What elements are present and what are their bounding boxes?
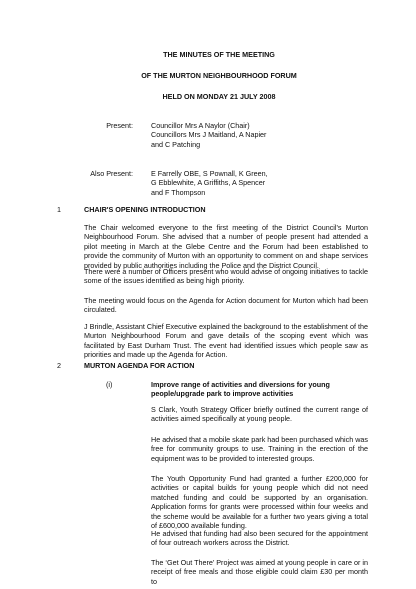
paragraph: The Chair welcomed everyone to the first meeting of the District Council's Murton Neighbourhood Forum. She advised that a number of people present had attended a pilot meeting in March at the Glebe Centre and the Forum had been established to provide the community of Murton with an opportunity to comment on and shape services provided by public authorities including the Police and the District Council. xyxy=(84,223,368,270)
paragraph: He advised that a mobile skate park had been purchased which was free for community groups to use. Training in the erection of the equipment was to be provided to interested groups. xyxy=(151,435,368,463)
paragraph: There were a number of Officers present who would advise of ongoing initiatives to tackle some of the issues identified as being high priority. xyxy=(84,267,368,286)
paragraph: The Youth Opportunity Fund had granted a further £200,000 for activities or capital builds for young people which did not need matched funding and could be supported by an organisation. Application forms for grants were processed within four weeks and the scheme would be available for a further two years giving a total of £600,000 available funding. xyxy=(151,474,368,531)
section-number: 2 xyxy=(57,361,61,370)
present-label: Present: xyxy=(106,121,133,130)
section-heading: CHAIR'S OPENING INTRODUCTION xyxy=(84,205,206,214)
also-present-line: E Farrelly OBE, S Pownall, K Green, xyxy=(151,169,268,178)
subsection-number: (i) xyxy=(106,380,113,389)
paragraph: J Brindle, Assistant Chief Executive explained the background to the establishment of the Murton Neighbourhood Forum and gave details of the scoping event which was facilitated by East Durham Trust. The event had identified issues which people saw as priorities and made up the Agenda for Action. xyxy=(84,322,368,360)
also-present-line: G Ebblewhite, A Griffiths, A Spencer xyxy=(151,178,266,188)
paragraph: He advised that funding had also been secured for the appointment of four outreach workers across the District. xyxy=(151,529,368,548)
section-number: 1 xyxy=(57,205,61,214)
subsection-heading: Improve range of activities and diversions for young people/upgrade park to improve activities xyxy=(151,380,330,399)
present-list xyxy=(151,121,291,149)
paragraph: The ‘Get Out There’ Project was aimed at young people in care or in receipt of free meals and those eligible could claim £30 per month to xyxy=(151,558,368,586)
meeting-date: HELD ON MONDAY 21 JULY 2008 xyxy=(162,92,276,101)
present-line: and C Patching xyxy=(151,139,201,149)
paragraph: S Clark, Youth Strategy Officer briefly outlined the current range of activities aimed specifically at young people. xyxy=(151,405,368,424)
also-present-list xyxy=(151,169,291,197)
paragraph: The meeting would focus on the Agenda for Action document for Murton which had been circulated. xyxy=(84,296,368,315)
present-line: Councillor Mrs A Naylor (Chair) xyxy=(151,121,250,130)
present-line: Councillors Mrs J Maitland, A Napier xyxy=(151,130,267,140)
section-heading: MURTON AGENDA FOR ACTION xyxy=(84,361,195,370)
also-present-label: Also Present: xyxy=(90,169,133,178)
minutes-title: THE MINUTES OF THE MEETING xyxy=(163,50,275,59)
also-present-line: and F Thompson xyxy=(151,187,206,197)
forum-title: OF THE MURTON NEIGHBOURHOOD FORUM xyxy=(141,71,297,80)
